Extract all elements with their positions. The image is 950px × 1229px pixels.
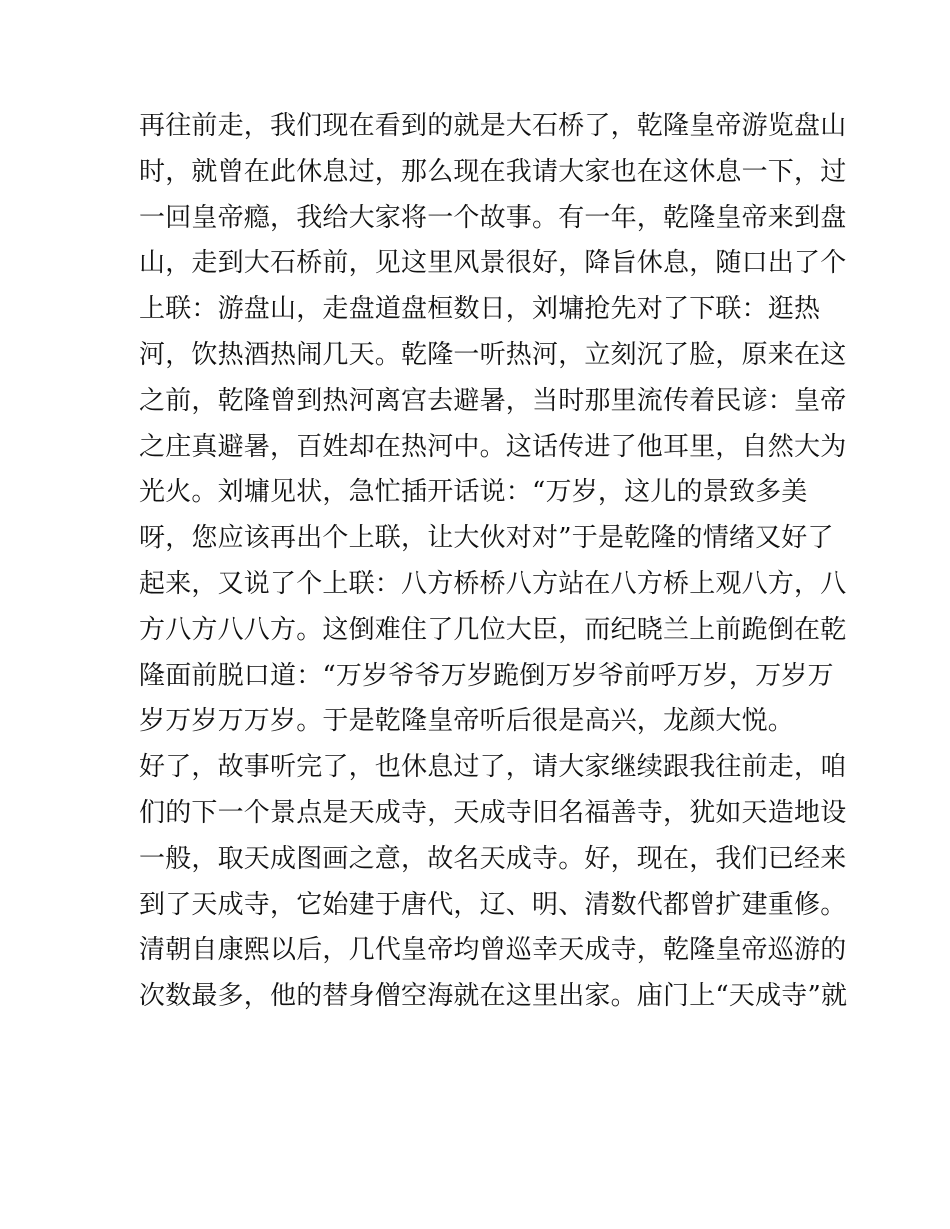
text-line: 再往前走，我们现在看到的就是大石桥了，乾隆皇帝游览盘山 bbox=[139, 111, 847, 141]
text-line: 们的下一个景点是天成寺，天成寺旧名福善寺，犹如天造地设 bbox=[139, 797, 847, 828]
text-line: 方八方八八方。这倒难住了几位大臣，而纪晓兰上前跪倒在乾 bbox=[139, 614, 847, 645]
text-line: 时，就曾在此休息过，那么现在我请大家也在这休息一下，过 bbox=[139, 156, 847, 187]
body-text bbox=[139, 104, 848, 1020]
text-line: 河，饮热酒热闹几天。乾隆一听热河，立刻沉了脸，原来在这 bbox=[139, 339, 847, 370]
text-line: 之前，乾隆曾到热河离宫去避暑，当时那里流传着民谚：皇帝 bbox=[139, 385, 847, 416]
text-line: 隆面前脱口道：“万岁爷爷万岁跪倒万岁爷前呼万岁，万岁万 bbox=[139, 660, 834, 691]
text-line: 之庄真避暑，百姓却在热河中。这话传进了他耳里，自然大为 bbox=[139, 431, 847, 462]
text-line: 一回皇帝瘾，我给大家将一个故事。有一年，乾隆皇帝来到盘 bbox=[139, 202, 847, 233]
text-line: 清朝自康熙以后，几代皇帝均曾巡幸天成寺，乾隆皇帝巡游的 bbox=[139, 935, 847, 966]
text-line: 起来，又说了个上联：八方桥桥八方站在八方桥上观八方，八 bbox=[139, 568, 847, 599]
text-line: 到了天成寺，它始建于唐代，辽、明、清数代都曾扩建重修。 bbox=[139, 889, 847, 920]
text-line: 次数最多，他的替身僧空海就在这里出家。庙门上“天成寺”就 bbox=[139, 981, 848, 1012]
text-line: 山，走到大石桥前，见这里风景很好，降旨休息，随口出了个 bbox=[139, 248, 847, 279]
text-line: 光火。刘墉见状，急忙插开话说：“万岁，这儿的景致多美 bbox=[139, 477, 808, 508]
text-line: 岁万岁万万岁。于是乾隆皇帝听后很是高兴，龙颜大悦。 bbox=[139, 706, 795, 737]
text-line: 上联：游盘山，走盘道盘桓数日，刘墉抢先对了下联：逛热 bbox=[139, 294, 821, 325]
text-line: 一般，取天成图画之意，故名天成寺。好，现在，我们已经来 bbox=[139, 843, 847, 874]
text-line: 呀，您应该再出个上联，让大伙对对”于是乾隆的情绪又好了 bbox=[139, 523, 834, 554]
text-line: 好了，故事听完了，也休息过了，请大家继续跟我往前走，咱 bbox=[139, 752, 847, 783]
